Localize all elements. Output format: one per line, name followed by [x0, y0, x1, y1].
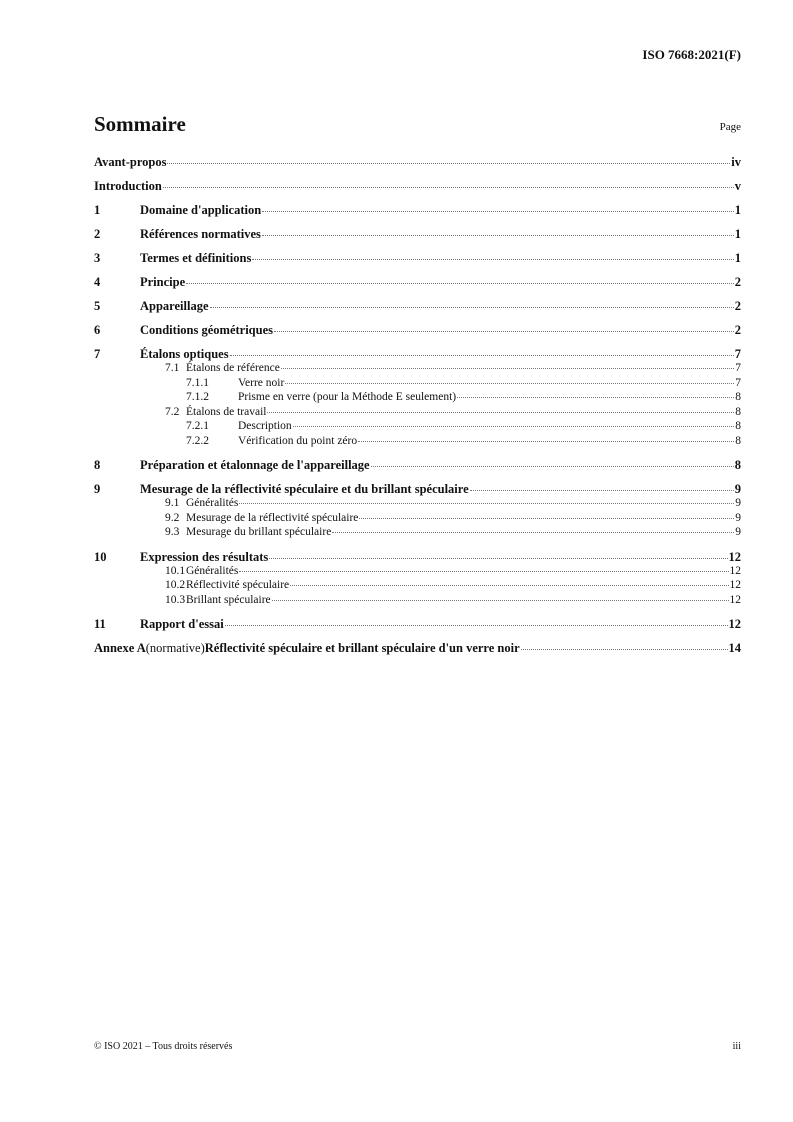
toc-title: Introduction: [94, 179, 162, 193]
toc-number: 7.2.1: [186, 420, 209, 432]
toc-page: 12: [728, 549, 741, 564]
toc-page: 7: [735, 376, 741, 389]
toc-entry[interactable]: [94, 511, 741, 526]
toc-entry[interactable]: [94, 434, 741, 449]
page-title: Sommaire: [94, 112, 186, 136]
toc-page: 12: [729, 564, 741, 577]
dot-leader: [167, 163, 730, 164]
dot-leader: [163, 187, 734, 188]
toc-title: Généralités: [186, 497, 239, 509]
dot-leader: [285, 383, 734, 384]
dot-leader: [230, 355, 734, 356]
toc-entry[interactable]: [94, 155, 741, 169]
toc-title: Réflectivité spéculaire: [186, 579, 290, 591]
toc-title: Brillant spéculaire: [186, 593, 271, 606]
toc-entry[interactable]: [94, 405, 741, 420]
toc-title: Appareillage: [140, 299, 209, 313]
toc-entry[interactable]: [94, 275, 741, 289]
toc-number: 8: [94, 458, 101, 472]
footer-page-number: iii: [732, 1041, 741, 1052]
toc-title: Préparation et étalonnage de l'appareillage: [140, 458, 370, 472]
toc-number: 2: [94, 227, 101, 241]
toc-entry[interactable]: [94, 550, 741, 564]
toc-number: 7.2.2: [186, 434, 209, 447]
toc-number: 7.2: [165, 405, 180, 418]
dot-leader: [262, 235, 734, 236]
toc-page: 9: [735, 511, 741, 524]
toc-number: 7.1.1: [186, 376, 209, 389]
toc-title: Mesurage de la réflectivité spéculaire: [186, 511, 359, 524]
toc-title: Étalons de référence: [186, 362, 280, 374]
toc-page: 9: [734, 482, 741, 496]
toc-title: Mesurage de la réflectivité spéculaire et du brillant spéculaire: [140, 482, 469, 496]
toc-entry[interactable]: [94, 593, 741, 608]
toc-title: Généralités: [186, 564, 239, 577]
dot-leader: [274, 331, 734, 332]
toc-page: 8: [735, 434, 741, 447]
toc-page: 8: [735, 420, 741, 432]
toc-title: Expression des résultats: [140, 549, 269, 564]
dot-leader: [281, 368, 734, 369]
toc-number: 9.1: [165, 497, 180, 509]
toc-number: 3: [94, 251, 101, 265]
toc-page: 2: [734, 299, 741, 313]
footer-copyright: © ISO 2021 – Tous droits réservés: [94, 1041, 233, 1052]
toc-number: 7.1: [165, 362, 180, 374]
dot-leader: [293, 426, 735, 427]
toc-title: Rapport d'essai: [140, 617, 224, 631]
toc-entry[interactable]: [94, 251, 741, 265]
toc-entry[interactable]: [94, 376, 741, 391]
toc-page: 12: [728, 617, 741, 631]
toc-number: 1: [94, 203, 101, 217]
dot-leader: [290, 585, 728, 586]
toc-page: 1: [734, 203, 741, 217]
toc-entry[interactable]: [94, 323, 741, 337]
toc-number: 4: [94, 275, 101, 289]
dot-leader: [521, 649, 728, 650]
dot-leader: [186, 283, 734, 284]
toc-page: 9: [735, 526, 741, 538]
toc-number: 9.3: [165, 526, 180, 538]
toc-title: Mesurage du brillant spéculaire: [186, 526, 332, 538]
toc-number: 10.1: [165, 564, 186, 577]
toc-entry[interactable]: [94, 179, 741, 193]
toc-number: 11: [94, 617, 106, 631]
toc-entry[interactable]: [94, 458, 741, 472]
toc-number: 9: [94, 482, 101, 496]
document-id: ISO 7668:2021(F): [642, 47, 741, 62]
toc-title: Références normatives: [140, 227, 261, 241]
toc-number: 9.2: [165, 511, 180, 524]
toc-page: 8: [735, 405, 741, 418]
toc-entry[interactable]: [94, 361, 741, 376]
toc-entry[interactable]: [94, 203, 741, 217]
dot-leader: [457, 397, 734, 398]
toc-page: 7: [734, 347, 741, 361]
toc-number: 7: [94, 347, 101, 361]
toc-entry[interactable]: [94, 617, 741, 631]
toc-title: Conditions géométriques: [140, 323, 273, 337]
toc-title: Avant-propos: [94, 155, 167, 169]
toc-number: 6: [94, 323, 101, 337]
dot-leader: [225, 625, 728, 626]
dot-leader: [252, 259, 733, 260]
toc-page: 14: [728, 641, 741, 655]
toc-entry[interactable]: [94, 496, 741, 511]
toc-title: Réflectivité spéculaire et brillant spéculaire d'un verre noir: [204, 641, 520, 655]
toc-number: 10.3: [165, 593, 186, 606]
toc-page: v: [734, 179, 741, 193]
toc-title: Termes et définitions: [140, 251, 252, 265]
dot-leader: [272, 600, 729, 601]
toc-entry[interactable]: [94, 299, 741, 313]
dot-leader: [359, 518, 734, 519]
toc-number: 10: [94, 549, 107, 564]
toc-entry[interactable]: [94, 390, 741, 405]
dot-leader: [269, 558, 727, 559]
toc-annex-type: (normative): [145, 641, 205, 655]
toc-title: Prisme en verre (pour la Méthode E seulement): [238, 391, 457, 403]
toc-page: 1: [734, 227, 741, 241]
toc-entry[interactable]: [94, 578, 741, 593]
toc-number: 10.2: [165, 579, 186, 591]
toc-title: Description: [238, 420, 292, 432]
toc-title: Étalons de travail: [186, 405, 267, 418]
dot-leader: [332, 532, 734, 533]
dot-leader: [239, 571, 728, 572]
toc-entry[interactable]: [94, 525, 741, 540]
toc-number: 7.1.2: [186, 391, 209, 403]
toc-page: 12: [729, 593, 741, 606]
toc-title: Principe: [140, 275, 186, 289]
toc-page: iv: [731, 155, 741, 169]
toc-page: 7: [735, 362, 741, 374]
toc-entry[interactable]: [94, 419, 741, 434]
toc-entry[interactable]: [94, 641, 741, 655]
dot-leader: [371, 466, 734, 467]
toc-page: 1: [734, 251, 741, 265]
table-of-contents: [94, 155, 741, 655]
toc-page: 8: [735, 391, 741, 403]
toc-page: 2: [734, 323, 741, 337]
toc-entry[interactable]: [94, 564, 741, 579]
toc-title: Domaine d'application: [140, 203, 262, 217]
toc-page: 8: [734, 458, 741, 472]
toc-page: 2: [734, 275, 741, 289]
toc-entry[interactable]: [94, 227, 741, 241]
toc-title: Verre noir: [238, 376, 285, 389]
toc-entry[interactable]: [94, 482, 741, 496]
dot-leader: [210, 307, 734, 308]
toc-page: 9: [735, 497, 741, 509]
toc-title: Étalons optiques: [140, 347, 229, 361]
toc-page: 12: [729, 579, 741, 591]
dot-leader: [262, 211, 734, 212]
toc-annex-label: Annexe A: [94, 641, 146, 655]
dot-leader: [470, 490, 734, 491]
dot-leader: [358, 441, 734, 442]
toc-number: 5: [94, 299, 101, 313]
toc-title: Vérification du point zéro: [238, 434, 358, 447]
dot-leader: [239, 503, 734, 504]
dot-leader: [267, 412, 734, 413]
toc-entry[interactable]: [94, 347, 741, 361]
page-column-label: Page: [719, 121, 741, 133]
